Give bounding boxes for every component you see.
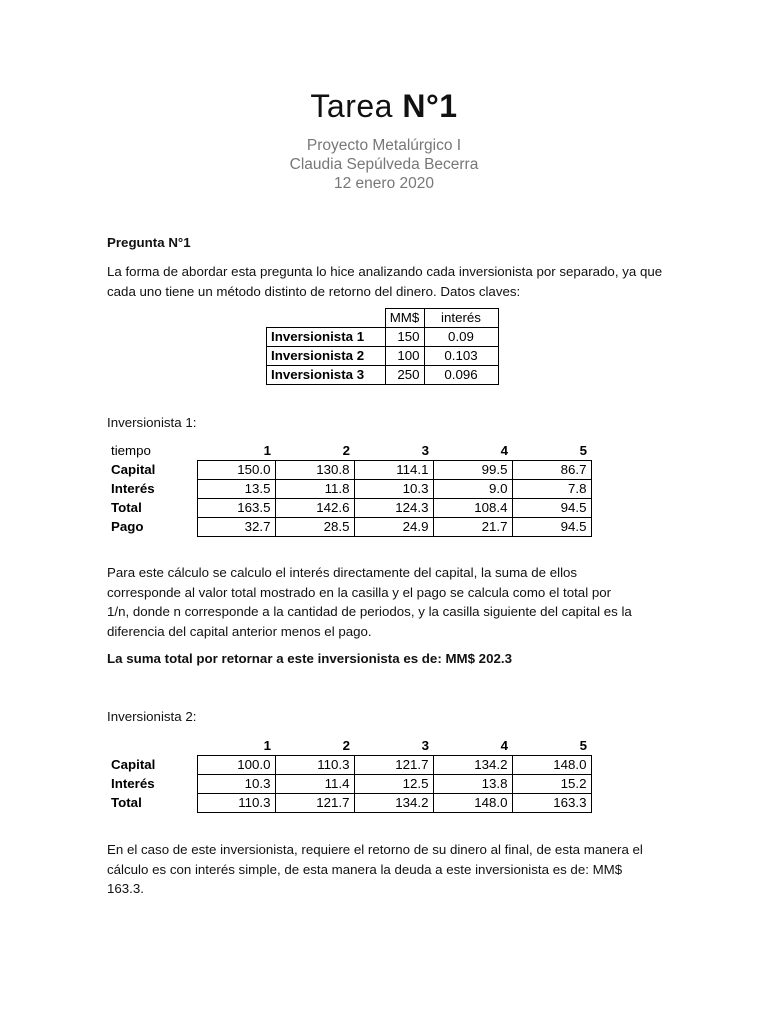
period-header: 1	[263, 443, 271, 458]
investor-name: Inversionista 2	[267, 347, 386, 366]
row-label: Pago	[111, 519, 144, 534]
period-header: 2	[342, 443, 350, 458]
value-cell: 150.0	[197, 461, 275, 480]
value-cell: 86.7	[512, 461, 591, 480]
investor-2-explanation: En el caso de este inversionista, requiere el retorno de su dinero al final, de esta manera el cálculo es con interés simple, de esta manera la deuda a este inversionista es de: MM$ 163.3.	[107, 842, 643, 896]
time-label: tiempo	[111, 443, 151, 459]
capital-row	[107, 756, 591, 775]
value-cell: 7.8	[512, 480, 591, 499]
author-name: Claudia Sepúlveda Becerra	[289, 156, 479, 173]
period-header: 5	[579, 443, 587, 458]
value-cell: 108.4	[433, 499, 512, 518]
value-cell: 134.2	[354, 794, 433, 813]
total-row	[107, 499, 591, 518]
value-cell: 100.0	[197, 756, 275, 775]
investor-2-table	[107, 737, 592, 813]
key-table-col-rate: interés	[424, 309, 498, 328]
period-header: 4	[500, 738, 508, 753]
capital-row	[107, 461, 591, 480]
value-cell: 10.3	[197, 775, 275, 794]
key-table-row	[267, 347, 499, 366]
period-header: 2	[342, 738, 350, 753]
periods-row	[107, 442, 591, 461]
key-table-row	[267, 366, 499, 385]
value-cell: 24.9	[354, 518, 433, 537]
row-label: Capital	[111, 757, 156, 772]
period-header: 3	[421, 738, 429, 753]
investor-rate: 0.09	[424, 328, 498, 347]
value-cell: 99.5	[433, 461, 512, 480]
row-label: Total	[111, 500, 142, 515]
document-title	[0, 88, 768, 125]
total-row	[107, 794, 591, 813]
key-table-col-mm: MM$	[385, 309, 424, 328]
period-header: 5	[579, 738, 587, 753]
investor-name: Inversionista 1	[267, 328, 386, 347]
key-table-corner	[267, 309, 386, 328]
interest-row	[107, 480, 591, 499]
investor-2-heading: Inversionista 2:	[107, 709, 197, 724]
value-cell: 110.3	[275, 756, 354, 775]
value-cell: 142.6	[275, 499, 354, 518]
value-cell: 124.3	[354, 499, 433, 518]
investor-1-summary: La suma total por retornar a este inversionista es de: MM$ 202.3	[107, 651, 512, 666]
value-cell: 110.3	[197, 794, 275, 813]
value-cell: 11.4	[275, 775, 354, 794]
row-label: Total	[111, 795, 142, 810]
key-data-table	[266, 308, 499, 385]
investor-1-table	[107, 442, 592, 537]
value-cell: 13.8	[433, 775, 512, 794]
investor-1-heading: Inversionista 1:	[107, 415, 197, 430]
value-cell: 130.8	[275, 461, 354, 480]
interest-row	[107, 775, 591, 794]
value-cell: 163.3	[512, 794, 591, 813]
key-table-row	[267, 328, 499, 347]
investor-rate: 0.103	[424, 347, 498, 366]
investor-amount: 100	[385, 347, 424, 366]
row-label: Interés	[111, 481, 155, 496]
value-cell: 121.7	[354, 756, 433, 775]
investor-name: Inversionista 3	[267, 366, 386, 385]
periods-row	[107, 737, 591, 756]
period-header: 4	[500, 443, 508, 458]
value-cell: 32.7	[197, 518, 275, 537]
value-cell: 148.0	[433, 794, 512, 813]
value-cell: 12.5	[354, 775, 433, 794]
title-number: N°1	[402, 88, 458, 124]
course-name: Proyecto Metalúrgico I	[306, 137, 462, 154]
value-cell: 15.2	[512, 775, 591, 794]
key-table-header	[267, 309, 499, 328]
value-cell: 13.5	[197, 480, 275, 499]
value-cell: 114.1	[354, 461, 433, 480]
value-cell: 134.2	[433, 756, 512, 775]
corner-cell	[107, 737, 197, 756]
period-header: 1	[263, 738, 271, 753]
question-intro: La forma de abordar esta pregunta lo hice analizando cada inversionista por separado, ya que cada uno tiene un método distinto de retorno del dinero. Datos claves:	[107, 264, 663, 299]
value-cell: 121.7	[275, 794, 354, 813]
period-header: 3	[421, 443, 429, 458]
investor-amount: 150	[385, 328, 424, 347]
value-cell: 11.8	[275, 480, 354, 499]
value-cell: 28.5	[275, 518, 354, 537]
investor-rate: 0.096	[424, 366, 498, 385]
payment-row	[107, 518, 591, 537]
value-cell: 163.5	[197, 499, 275, 518]
question-heading: Pregunta N°1	[107, 235, 191, 250]
value-cell: 94.5	[512, 518, 591, 537]
value-cell: 148.0	[512, 756, 591, 775]
document-date: 12 enero 2020	[334, 175, 434, 192]
value-cell: 21.7	[433, 518, 512, 537]
title-prefix: Tarea	[310, 88, 403, 124]
value-cell: 9.0	[433, 480, 512, 499]
row-label: Capital	[111, 462, 156, 477]
value-cell: 10.3	[354, 480, 433, 499]
investor-amount: 250	[385, 366, 424, 385]
row-label: Interés	[111, 776, 155, 791]
value-cell: 94.5	[512, 499, 591, 518]
investor-1-explanation: Para este cálculo se calculo el interés directamente del capital, la suma de ellos corresponde al valor total mostrado en la casilla y el pago se calcula como el total por 1/n, donde n corresponde a la cantidad de periodos, y la casilla siguiente del capital es la diferencia del capital anterior menos el pago.	[107, 565, 632, 639]
